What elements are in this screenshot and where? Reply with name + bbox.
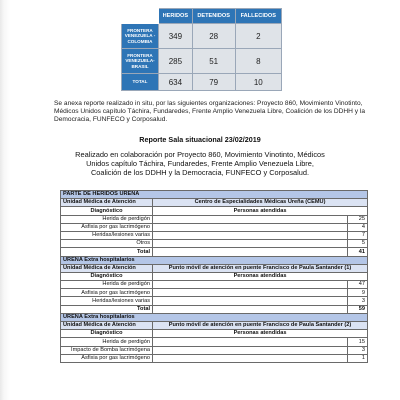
unit-label: Unidad Médica de Atención	[61, 264, 153, 272]
summary-table	[121, 8, 282, 91]
table-row: Heridas/lesiones varias 7	[61, 231, 368, 239]
row-label-brasil: FRONTERA VENEZUELA-BRASIL	[122, 49, 159, 74]
table-row: Herida de perdigón 15	[61, 338, 368, 346]
unit-label: Unidad Médica de Atención	[61, 322, 153, 330]
diagnosis-label: Diagnóstico	[61, 207, 153, 215]
header-detenidos: DETENIDOS	[192, 9, 235, 24]
table-row: Herida de perdigón 25	[61, 215, 368, 223]
cell-brasil-detenidos: 51	[192, 49, 235, 74]
header-fallecidos: FALLECIDOS	[235, 9, 281, 24]
row-label-total: TOTAL	[122, 74, 159, 91]
table-row: Otros 5	[61, 240, 368, 248]
table-row: Impacto de Bomba lacrimógena 3	[61, 346, 368, 354]
cell-total-detenidos: 79	[192, 74, 235, 91]
cell-brasil-heridos: 285	[159, 49, 193, 74]
report-title: Reporte Sala situacional 23/02/2019	[139, 135, 261, 144]
persons-label: Personas atendidas	[153, 207, 368, 215]
table-row: Asfixia por gas lacrimógeno 1	[61, 354, 368, 362]
total-row: Total 59	[61, 305, 368, 313]
table-row: Heridas/lesiones varias 3	[61, 297, 368, 305]
header-heridos: HERIDOS	[159, 9, 193, 24]
cell-total-fallecidos: 10	[235, 74, 281, 91]
table-row: Asfixia por gas lacrimógeno 4	[61, 223, 368, 231]
diagnosis-label: Diagnóstico	[61, 330, 153, 338]
cell-total-heridos: 634	[159, 74, 193, 91]
cell-brasil-fallecidos: 8	[235, 49, 281, 74]
section-title: PARTE DE HERIDOS UREÑA	[61, 191, 368, 199]
persons-label: Personas atendidas	[153, 330, 368, 338]
detail-table	[60, 190, 368, 363]
annex-paragraph: Se anexa reporte realizado in situ, por las siguientes organizaciones: Proyecto 860, Movimiento Vinotinto, Médicos Unidos capítulo Táchira, Fundaredes, Frente Amplio Venezuela Libre, Coalición de los DDHH y la Democracia, FUNFECO y Corposalud.	[54, 100, 366, 123]
table-row: Asfixia por gas lacrimógeno 9	[61, 289, 368, 297]
section-title: UREÑA Extra hospitalarios	[61, 313, 368, 321]
report-body: Realizado en colaboración por Proyecto 860, Movimiento Vinotinto, Médicos Unidos capítulo Táchira, Fundaredes, Frente Amplio Venezuela Libre, Coalición de los DDHH y la Democracia, FUNFECO y Corposalud.	[75, 150, 325, 177]
summary-corner	[122, 9, 159, 24]
unit-name: Centro de Especialidades Médicas Ureña (CEMU)	[153, 199, 368, 207]
row-label-colombia: FRONTERA VENEZUELA - COLOMBIA	[122, 24, 159, 49]
persons-label: Personas atendidas	[153, 272, 368, 280]
table-row: Herida de perdigón 47	[61, 281, 368, 289]
cell-colombia-detenidos: 28	[192, 24, 235, 49]
cell-colombia-heridos: 349	[159, 24, 193, 49]
cell-colombia-fallecidos: 2	[235, 24, 281, 49]
diagnosis-label: Diagnóstico	[61, 272, 153, 280]
unit-label: Unidad Médica de Atención	[61, 199, 153, 207]
unit-name: Punto móvil de atención en puente Francisco de Paula Santander (1)	[153, 264, 368, 272]
section-title: UREÑA Extra hospitalarios	[61, 256, 368, 264]
total-row: Total 41	[61, 248, 368, 256]
unit-name: Punto móvil de atención en puente Francisco de Paula Santander (2)	[153, 322, 368, 330]
